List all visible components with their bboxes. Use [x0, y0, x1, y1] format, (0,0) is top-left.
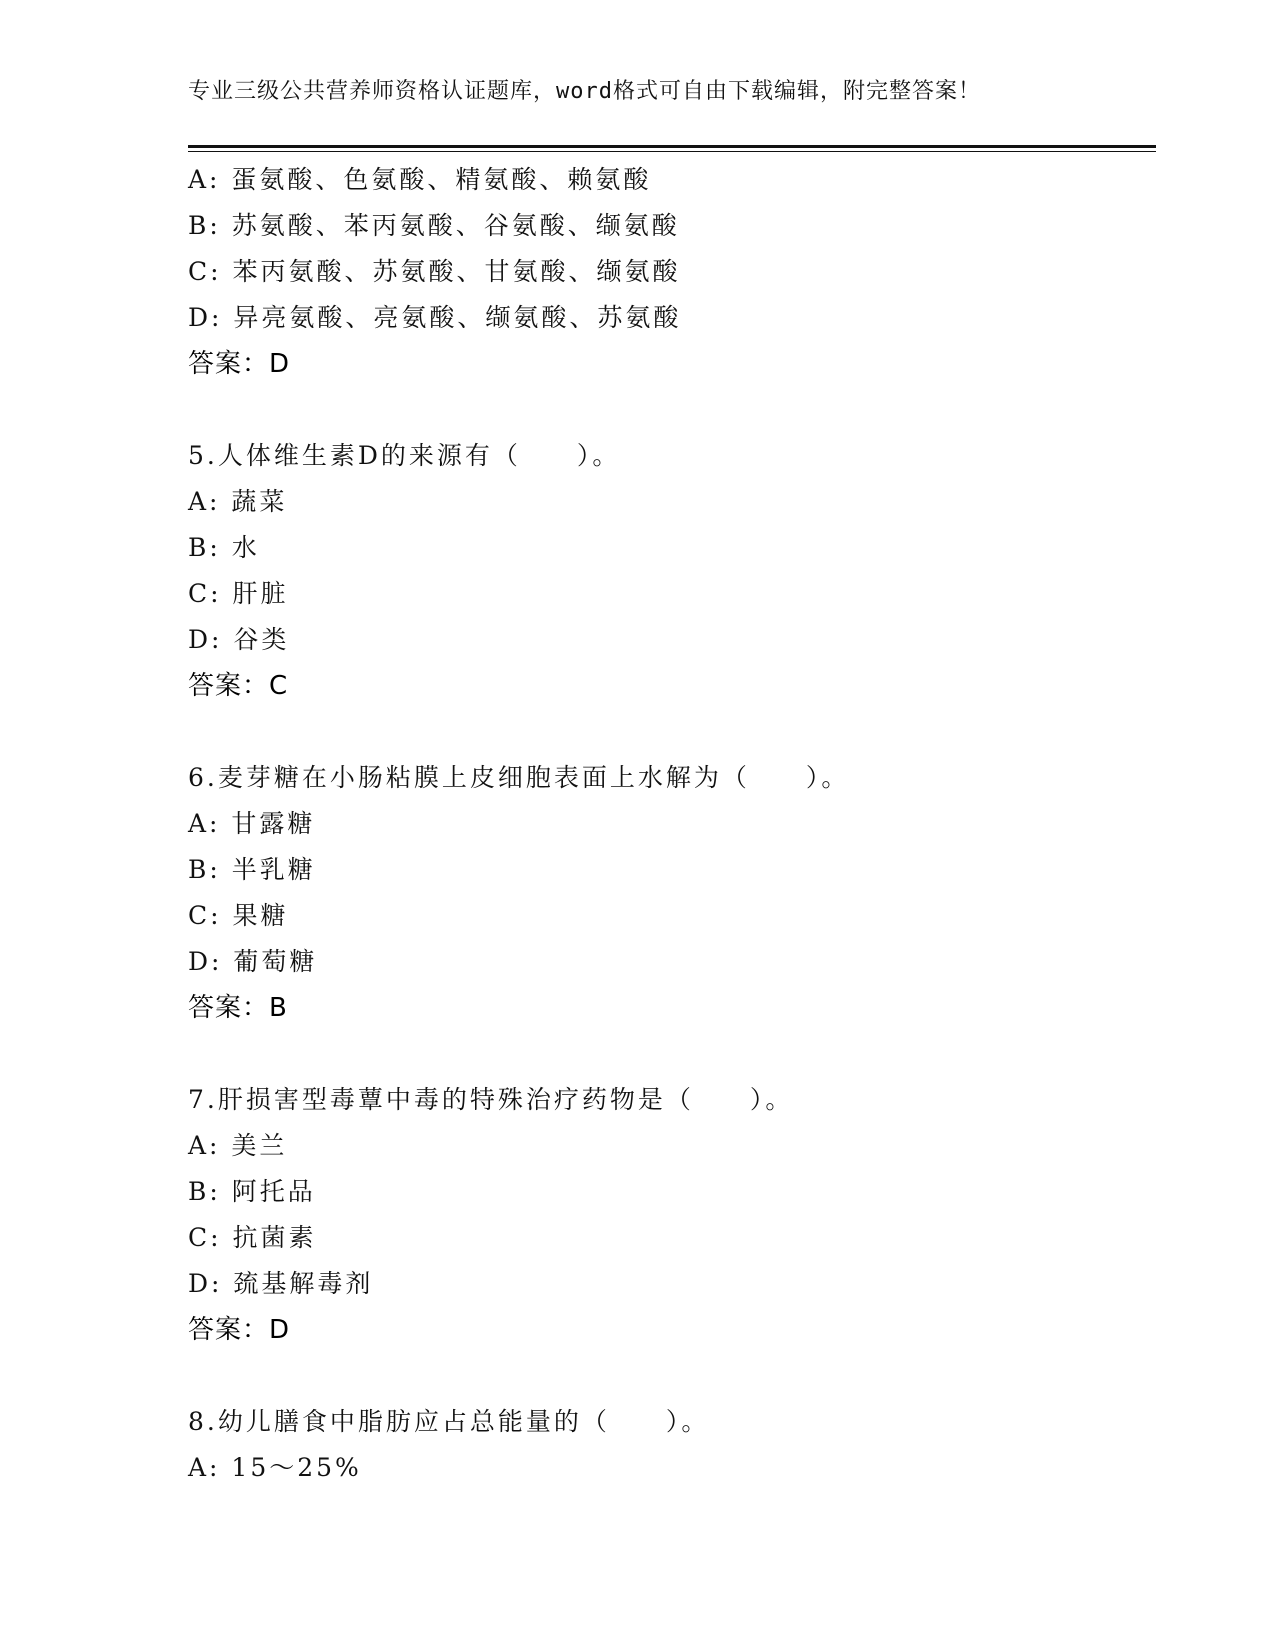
header-rule-thin [188, 151, 1156, 152]
option-c: C: 苯丙氨酸、苏氨酸、甘氨酸、缬氨酸 [188, 257, 681, 286]
page-header: 专业三级公共营养师资格认证题库，word格式可自由下载编辑，附完整答案！ [188, 79, 981, 104]
answer: 答案：D [188, 1315, 291, 1345]
question-list [188, 157, 1156, 1491]
spacer [188, 1353, 1156, 1399]
option-b: B: 阿托品 [188, 1177, 316, 1206]
option-c: C: 果糖 [188, 901, 289, 930]
option-d: D: 谷类 [188, 625, 290, 654]
option-b: B: 苏氨酸、苯丙氨酸、谷氨酸、缬氨酸 [188, 211, 680, 240]
option-b: B: 水 [188, 533, 260, 562]
option-d: D: 异亮氨酸、亮氨酸、缬氨酸、苏氨酸 [188, 303, 682, 332]
option-c: C: 肝脏 [188, 579, 289, 608]
answer: 答案：B [188, 993, 288, 1023]
spacer [188, 709, 1156, 755]
question-8: 8.幼儿膳食中脂肪应占总能量的（ ）。 [188, 1407, 710, 1436]
option-a: A: 蔬菜 [188, 487, 288, 516]
header-rule-thick [188, 145, 1156, 148]
question-5: 5.人体维生素D的来源有（ ）。 [188, 441, 621, 470]
option-a: A: 甘露糖 [188, 809, 316, 838]
answer: 答案：D [188, 349, 291, 379]
option-a: A: 15～25% [188, 1453, 362, 1482]
question-7: 7.肝损害型毒蕈中毒的特殊治疗药物是（ ）。 [188, 1085, 794, 1114]
spacer [188, 387, 1156, 433]
option-d: D: 葡萄糖 [188, 947, 318, 976]
option-d: D: 巯基解毒剂 [188, 1269, 374, 1298]
answer: 答案：C [188, 671, 289, 701]
option-c: C: 抗菌素 [188, 1223, 317, 1252]
option-a: A: 蛋氨酸、色氨酸、精氨酸、赖氨酸 [188, 165, 652, 194]
option-b: B: 半乳糖 [188, 855, 316, 884]
option-a: A: 美兰 [188, 1131, 288, 1160]
spacer [188, 1031, 1156, 1077]
question-6: 6.麦芽糖在小肠粘膜上皮细胞表面上水解为（ ）。 [188, 763, 850, 792]
